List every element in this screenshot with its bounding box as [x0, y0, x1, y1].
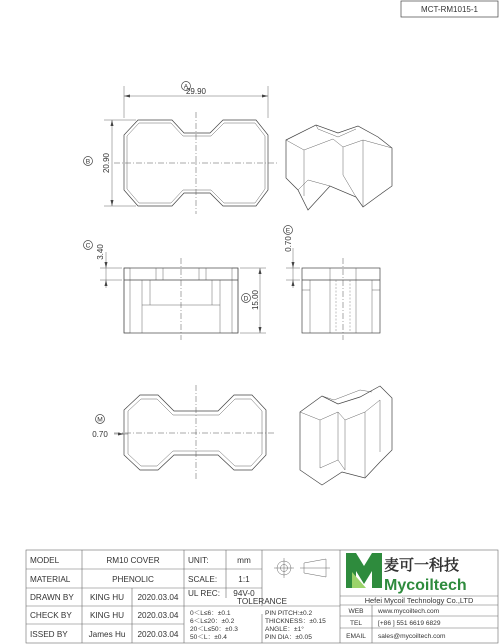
dim-e-marker: E	[285, 227, 291, 235]
web-value: www.mycoiltech.com	[378, 608, 440, 615]
dim-d-marker: D	[243, 295, 249, 303]
top-view	[84, 82, 279, 215]
drawing-number: MCT-RM1015-1	[421, 5, 478, 14]
material-value: PHENOLIC	[112, 575, 154, 584]
company-logo-icon	[346, 553, 382, 588]
issued-by-name: James Hu	[88, 630, 126, 639]
ul-rec-label: UL REC:	[188, 589, 220, 598]
company-brand: Mycoiltech	[384, 577, 467, 594]
isometric-view-bottom	[300, 386, 392, 485]
tolerance-right-4: PIN DIA：±0.05	[265, 634, 312, 641]
tolerance-right-1: PIN PITCH:±0.2	[265, 610, 313, 617]
projection-symbol-icon	[274, 558, 330, 578]
dim-d-value: 15.00	[251, 289, 260, 311]
company-full-name: Hefei Mycoil Technology Co.,LTD	[364, 596, 474, 605]
dim-e-value: 0.70	[284, 236, 293, 252]
tolerance-line-3: 20＜L≤50：±0.3	[190, 626, 238, 633]
dim-c-value: 3.40	[96, 244, 105, 260]
company-chinese-name: 麦可一科技	[384, 557, 460, 574]
scale-value: 1:1	[238, 575, 250, 584]
side-view	[284, 226, 381, 341]
tolerance-label: TOLERANCE	[237, 597, 287, 606]
web-label: WEB	[348, 608, 364, 615]
tolerance-right-2: THICKNESS：±0.15	[265, 618, 326, 625]
tolerance-line-2: 6＜L≤20：±0.2	[190, 618, 235, 625]
dim-b-marker: B	[85, 158, 91, 166]
material-label: MATERIAL	[30, 575, 71, 584]
dim-c-marker: C	[85, 242, 91, 250]
drawn-by-label: DRAWN BY	[30, 593, 74, 602]
model-label: MODEL	[30, 556, 60, 565]
front-view	[84, 241, 267, 341]
drawing-number-box	[401, 1, 498, 17]
unit-label: UNIT:	[188, 556, 209, 565]
tel-value: [+86 ] 551 6619 6829	[378, 620, 441, 627]
issued-by-label: ISSED BY	[30, 630, 68, 639]
drawn-by-date: 2020.03.04	[137, 593, 179, 602]
dim-m-value: 0.70	[92, 430, 108, 439]
drawn-by-name: KING HU	[89, 593, 125, 602]
title-block	[26, 550, 498, 643]
email-label: EMAIL	[346, 633, 366, 640]
tolerance-right-3: ANGLE：±1°	[265, 626, 304, 633]
model-value: RM10 COVER	[106, 556, 160, 565]
check-by-name: KING HU	[89, 611, 125, 620]
tolerance-line-4: 50＜L：±0.4	[190, 634, 227, 641]
tolerance-line-1: 0＜L≤6：±0.1	[190, 610, 231, 617]
dim-a-marker: A	[183, 83, 189, 91]
unit-value: mm	[237, 556, 251, 565]
check-by-date: 2020.03.04	[137, 611, 179, 620]
issued-by-date: 2020.03.04	[137, 630, 179, 639]
isometric-view-top	[286, 125, 392, 210]
ul-rec-value: 94V-0	[233, 589, 255, 598]
dim-a-value: 29.90	[185, 87, 207, 96]
dim-b-value: 20.90	[102, 152, 111, 174]
check-by-label: CHECK BY	[30, 611, 72, 620]
tel-label: TEL	[349, 620, 363, 627]
bottom-view	[92, 385, 276, 480]
scale-label: SCALE:	[188, 575, 218, 584]
dim-m-marker: M	[97, 416, 103, 424]
email-value: sales@mycoiltech.com	[378, 633, 446, 640]
